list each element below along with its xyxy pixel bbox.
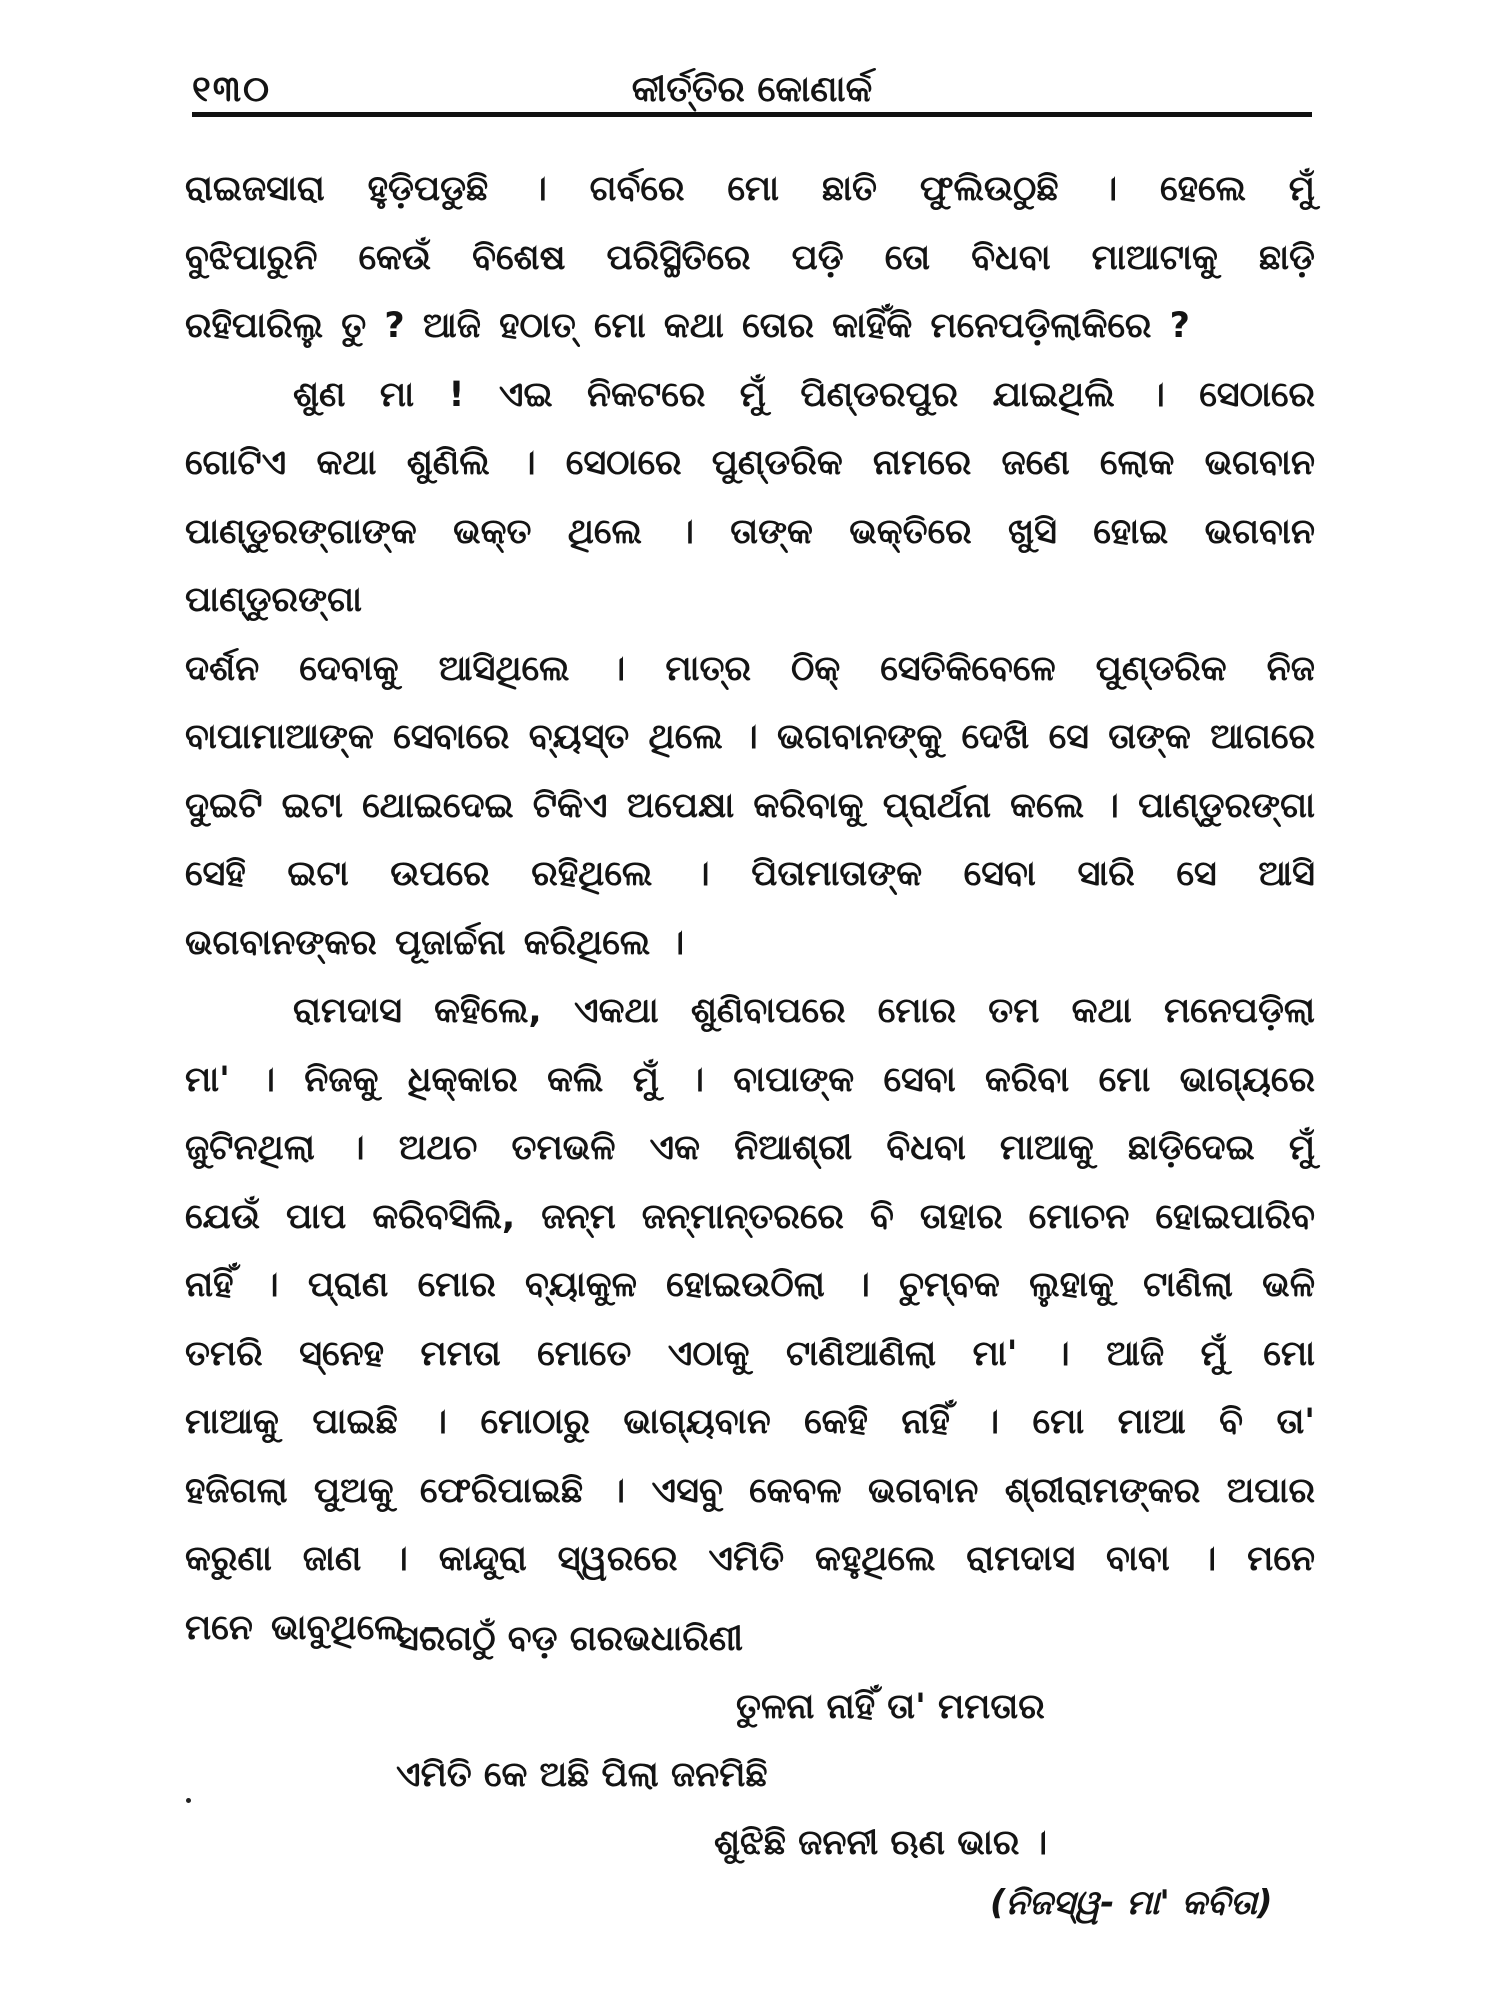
text-line: ହଜିଗଲା ପୁଅକୁ ଫେରିପାଇଛି । ଏସବୁ କେବଳ ଭଗବାନ ଶ୍ରୀରାମଙ୍କର ଅପାର (185, 1470, 1315, 1511)
poem-attribution: (ନିଜସ୍ୱ- ମା' କବିତା) (990, 1883, 1273, 1923)
text-line: ପାଣ୍ଡୁରଙ୍ଗାଙ୍କ ଭକ୍ତ ଥିଲେ । ତାଙ୍କ ଭକ୍ତିରେ ଖୁସି ହୋଇ ଭଗବାନ ପାଣ୍ଡୁରଙ୍ଗା (185, 511, 1315, 620)
text-line: ଦର୍ଶନ ଦେବାକୁ ଆସିଥିଲେ । ମାତ୍ର ଠିକ୍ ସେତିକିବେଳେ ପୁଣ୍ଡରିକ ନିଜ (185, 648, 1315, 689)
text-line: ମାଆକୁ ପାଇଛି । ମୋଠାରୁ ଭାଗ୍ୟବାନ କେହି ନାହିଁ । ମୋ ମାଆ ବି ତା' (185, 1402, 1315, 1442)
body-text (185, 155, 1315, 1662)
text-line: ତମରି ସ୍ନେହ ମମତା ମୋତେ ଏଠାକୁ ଟାଣିଆଣିଲା ମା' । ଆଜି ମୁଁ ମୋ (185, 1333, 1315, 1374)
text-line: ବୁଝିପାରୁନି କେଉଁ ବିଶେଷ ପରିସ୍ଥିତିରେ ପଡ଼ି ତୋ ବିଧବା ମାଆଟାକୁ ଛାଡ଼ି (185, 237, 1315, 278)
text-line: ଦୁଇଟି ଇଟା ଥୋଇଦେଇ ଟିକିଏ ଅପେକ୍ଷା କରିବାକୁ ପ୍ରାର୍ଥନା କଲେ । ପାଣ୍ଡୁରଙ୍ଗା (185, 785, 1315, 826)
text-line: ଶୁଣ ମା ! ଏଇ ନିକଟରେ ମୁଁ ପିଣ୍ଡରପୁର ଯାଇଥିଲି । ସେଠାରେ (293, 374, 1315, 415)
page-number: ୧୩୦ (192, 69, 272, 110)
text-line: ଯେଉଁ ପାପ କରିବସିଲି, ଜନ୍ମ ଜନ୍ମାନ୍ତରରେ ବି ତାହାର ମୋଚନ ହୋଇପାରିବ (185, 1196, 1315, 1237)
text-line: ମନେ ଭାବୁଥିଲେ – (185, 1607, 441, 1648)
text-line: ରହିପାରିଲୁ ତୁ ? ଆଜି ହଠାତ୍ ମୋ କଥା ତୋର କାହିଁକି ମନେପଡ଼ିଲାକିରେ ? (185, 306, 1190, 346)
text-line: କରୁଣା ଜାଣ । କାନ୍ଦୁରା ସ୍ୱରରେ ଏମିତି କହୁଥିଲେ ରାମଦାସ ବାବା । ମନେ (185, 1539, 1315, 1579)
text-line: ଜୁଟିନଥିଲା । ଅଥଚ ତମଭଳି ଏକ ନିଆଶ୍ରୀ ବିଧବା ମାଆକୁ ଛାଡ଼ିଦେଇ ମୁଁ (185, 1128, 1315, 1168)
verse-line: ତୁଳନା ନାହିଁ ତା' ମମତାର (736, 1687, 1045, 1727)
text-line: ରାମଦାସ କହିଲେ, ଏକଥା ଶୁଣିବାପରେ ମୋର ତମ କଥା ମନେପଡ଼ିଲା (293, 991, 1315, 1031)
stray-dot (186, 1798, 191, 1803)
paragraph-1 (185, 155, 1315, 361)
text-line: ନାହିଁ । ପ୍ରାଣ ମୋର ବ୍ୟାକୁଳ ହୋଇଉଠିଲା । ଚୁମ୍ବକ ଲୁହାକୁ ଟାଣିଲା ଭଳି (185, 1265, 1315, 1305)
verse-line: ସରଗଠୁଁ ବଡ଼ ଗରଭଧାରିଣୀ (396, 1619, 744, 1659)
text-line: ବାପାମାଆଙ୍କ ସେବାରେ ବ୍ୟସ୍ତ ଥିଲେ । ଭଗବାନଙ୍କୁ ଦେଖି ସେ ତାଙ୍କ ଆଗରେ (185, 717, 1315, 757)
text-line: ମା' । ନିଜକୁ ଧିକ୍କାର କଲି ମୁଁ । ବାପାଙ୍କ ସେବା କରିବା ମୋ ଭାଗ୍ୟରେ (185, 1059, 1315, 1100)
header-rule (192, 112, 1312, 117)
text-line: ଗୋଟିଏ କଥା ଶୁଣିଲି । ସେଠାରେ ପୁଣ୍ଡରିକ ନାମରେ ଜଣେ ଲୋକ ଭଗବାନ (185, 443, 1315, 483)
text-line: ଭଗବାନଙ୍କର ପୂଜାର୍ଚ୍ଚନା କରିଥିଲେ । (185, 922, 685, 963)
running-title: କୀର୍ତ୍ତିର କୋଣାର୍କ (631, 69, 873, 110)
paragraph-3 (185, 977, 1315, 1662)
text-line: ରାଇଜସାରା ହୁଡ଼ିପଡୁଛି । ଗର୍ବରେ ମୋ ଛାତି ଫୁଲିଉଠୁଛି । ହେଲେ ମୁଁ (185, 169, 1315, 209)
verse-line: ଶୁଝିଛି ଜନନୀ ଋଣ ଭାର । (714, 1823, 1048, 1863)
text-line: ସେହି ଇଟା ଉପରେ ରହିଥିଲେ । ପିତାମାତାଙ୍କ ସେବା ସାରି ସେ ଆସି (185, 854, 1315, 894)
paragraph-2 (185, 361, 1315, 978)
verse-line: ଏମିତି କେ ଅଛି ପିଲା ଜନମିଛି (396, 1755, 768, 1795)
